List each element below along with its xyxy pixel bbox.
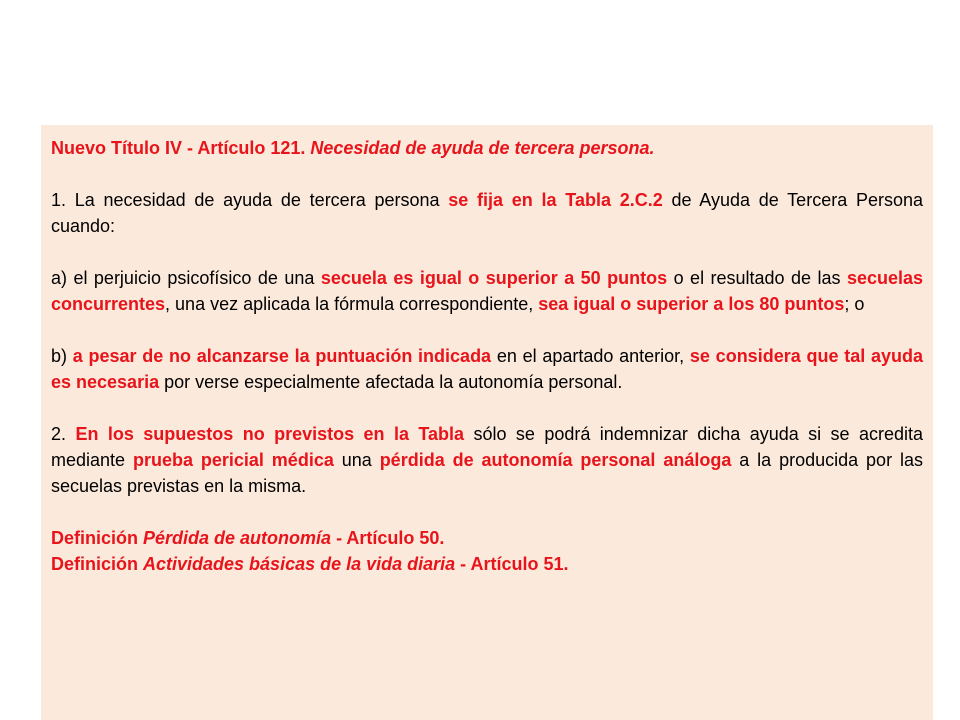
pa-text-3: , una vez aplicada la fórmula correspondiente,: [165, 294, 539, 314]
heading-prefix: Nuevo Título IV - Artículo 121.: [51, 138, 306, 158]
def-2-suffix: - Artículo 51.: [455, 554, 569, 574]
p2-text-4: a la producida por las secuelas previstas en la misma.: [51, 450, 923, 496]
def-1-suffix: - Artículo 50.: [331, 528, 445, 548]
definition-link-article-51: [51, 551, 923, 577]
heading-italic: Necesidad de ayuda de tercera persona.: [310, 138, 655, 158]
paragraph-2: [51, 421, 923, 499]
article-heading: [51, 135, 923, 161]
pa-highlight-1: secuela es igual o superior a 50 puntos: [320, 268, 668, 288]
pb-highlight-2: se considera que tal ayuda es necesaria: [51, 346, 923, 392]
p2-highlight-3: pérdida de autonomía personal análoga: [379, 450, 732, 470]
p1-text-1: 1. La necesidad de ayuda de tercera persona: [51, 190, 449, 210]
spacer: [51, 239, 923, 265]
pb-text-3: por verse especialmente afectada la autonomía personal.: [159, 372, 623, 392]
pa-highlight-2: secuelas concurrentes: [51, 268, 924, 314]
pa-text-2: o el resultado de las: [667, 268, 847, 288]
paragraph-1: [51, 187, 923, 239]
p2-text-1: 2.: [51, 424, 76, 444]
p1-text-2: de Ayuda de Tercera Persona cuando:: [51, 190, 923, 236]
pa-text-1: a) el perjuicio psicofísico de una: [51, 268, 321, 288]
p2-highlight-1: En los supuestos no previstos en la Tabla: [75, 424, 465, 444]
p1-highlight-1: se fija en la Tabla 2.C.2: [448, 190, 663, 210]
pb-text-2: en el apartado anterior,: [491, 346, 690, 366]
def-2-prefix: Definición: [51, 554, 144, 574]
content-panel: [41, 125, 933, 720]
def-1-italic: Pérdida de autonomía: [143, 528, 332, 548]
pb-text-1: b): [51, 346, 73, 366]
p2-highlight-2: prueba pericial médica: [132, 450, 334, 470]
spacer: [51, 395, 923, 421]
pb-highlight-1: a pesar de no alcanzarse la puntuación indicada: [72, 346, 492, 366]
paragraph-a: [51, 265, 923, 317]
definition-link-article-50: [51, 525, 923, 551]
p2-text-2: sólo se podrá indemnizar dicha ayuda si se acredita mediante: [51, 424, 924, 470]
pa-highlight-3: sea igual o superior a los 80 puntos: [538, 294, 845, 314]
def-1-prefix: Definición: [51, 528, 144, 548]
pa-text-4: ; o: [844, 294, 865, 314]
p2-text-3: una: [333, 450, 380, 470]
spacer: [51, 499, 923, 525]
def-2-italic: Actividades básicas de la vida diaria: [143, 554, 456, 574]
spacer: [51, 161, 923, 187]
paragraph-b: [51, 343, 923, 395]
spacer: [51, 317, 923, 343]
